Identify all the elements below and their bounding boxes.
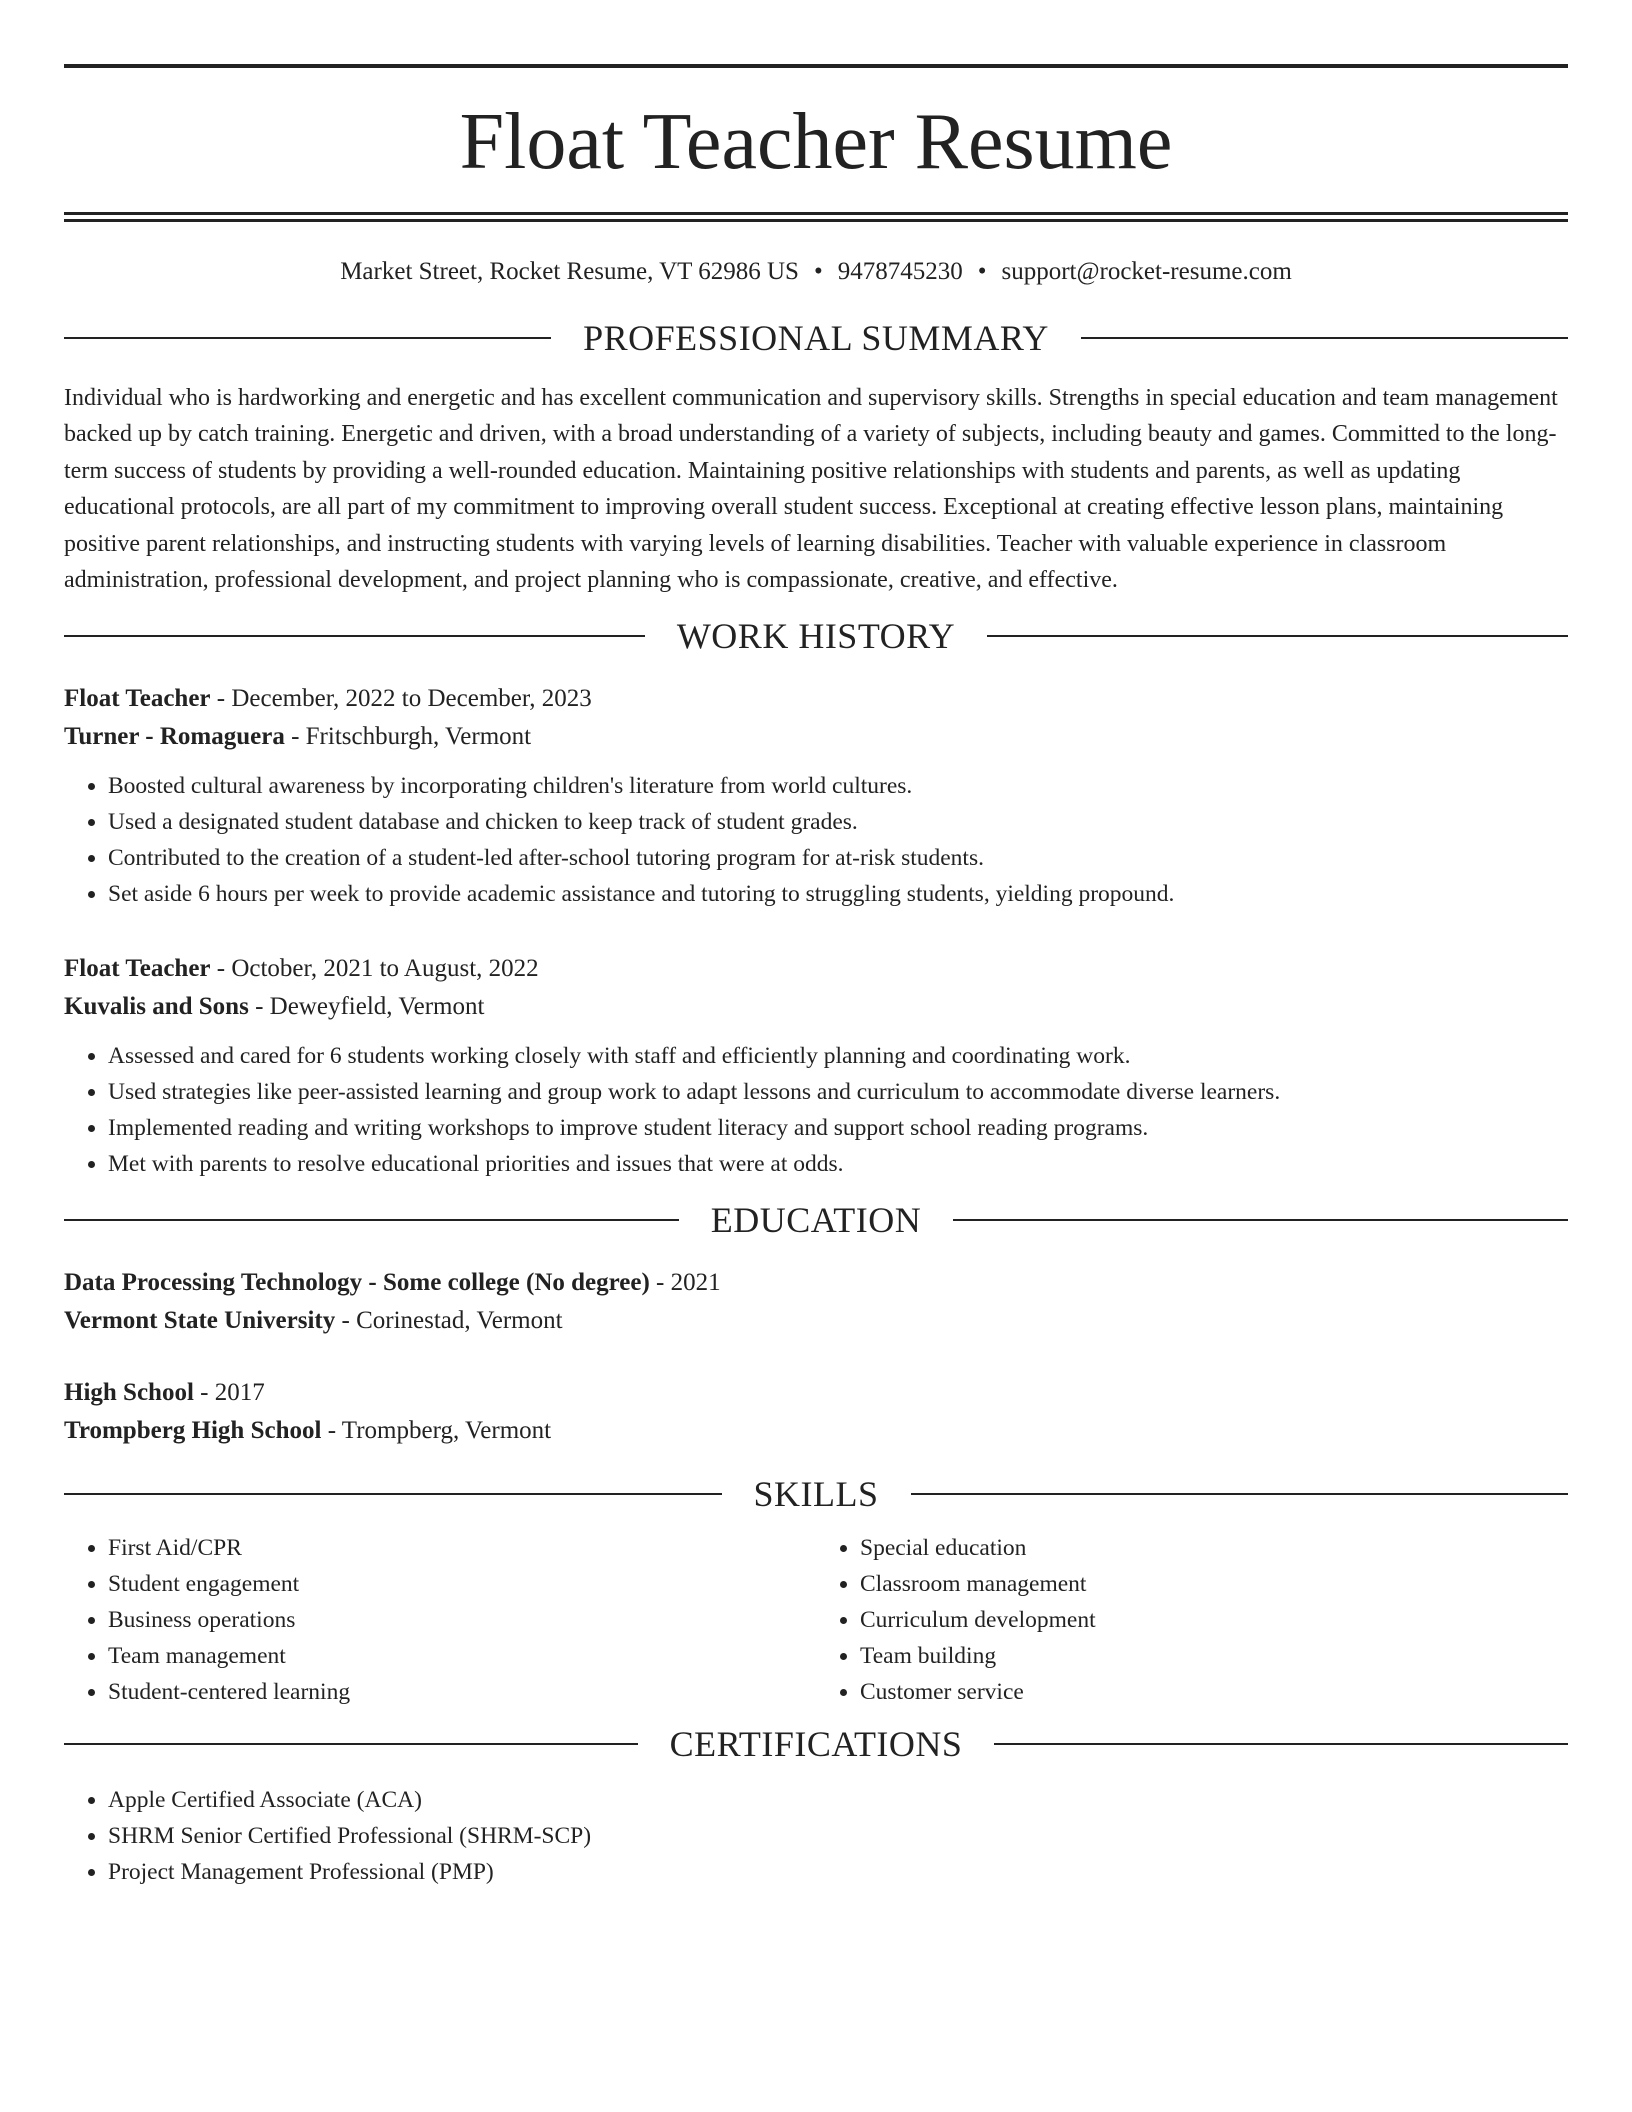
section-rule-left xyxy=(64,1743,638,1745)
skill-item: • Classroom management xyxy=(860,1566,1568,1602)
skill-item: • Team management xyxy=(108,1638,816,1674)
section-title: EDUCATION xyxy=(710,1200,922,1241)
work-history xyxy=(64,680,1568,1182)
job-entry xyxy=(64,950,1568,1182)
education-school-line xyxy=(64,1302,1568,1340)
contact-address: Market Street, Rocket Resume, VT 62986 US xyxy=(340,258,799,285)
skill-item: • Student-centered learning xyxy=(108,1674,816,1710)
job-bullet: • Set aside 6 hours per week to provide academic assistance and tutoring to struggling students, yielding propound. xyxy=(108,876,1568,912)
skill-item: • Business operations xyxy=(108,1602,816,1638)
education-entry xyxy=(64,1374,1568,1450)
job-title: Float Teacher xyxy=(64,955,211,983)
certifications-bullets xyxy=(64,1782,1568,1890)
section-heading-skills xyxy=(64,1474,1568,1515)
education-location: - Corinestad, Vermont xyxy=(335,1307,563,1335)
job-dates: - October, 2021 to August, 2022 xyxy=(210,955,539,983)
education-degree: Data Processing Technology - Some college (No degree) xyxy=(64,1269,650,1297)
education-school: Trompberg High School xyxy=(64,1417,322,1445)
skill-item: • Customer service xyxy=(860,1674,1568,1710)
job-bullet: • Boosted cultural awareness by incorporating children's literature from world cultures. xyxy=(108,768,1568,804)
job-bullet: • Implemented reading and writing workshops to improve student literacy and support school reading programs. xyxy=(108,1110,1568,1146)
education-entry xyxy=(64,1264,1568,1340)
section-rule-right xyxy=(1081,337,1568,339)
skill-item: • Curriculum development xyxy=(860,1602,1568,1638)
job-entry xyxy=(64,680,1568,912)
section-rule-left xyxy=(64,1219,679,1221)
resume-title: Float Teacher Resume xyxy=(459,98,1173,186)
skill-item: • Special education xyxy=(860,1530,1568,1566)
education-degree-line xyxy=(64,1264,1568,1302)
section-rule-right xyxy=(953,1219,1568,1221)
skills-column-right xyxy=(816,1530,1568,1710)
skill-item: • First Aid/CPR xyxy=(108,1530,816,1566)
job-bullet: • Met with parents to resolve educational priorities and issues that were at odds. xyxy=(108,1146,1568,1182)
job-bullet: • Used strategies like peer-assisted learning and group work to adapt lessons and curriculum to accommodate diverse learners. xyxy=(108,1074,1568,1110)
section-title: CERTIFICATIONS xyxy=(669,1724,963,1765)
job-bullets xyxy=(64,768,1568,912)
section-rule-left xyxy=(64,1493,722,1495)
section-heading-education xyxy=(64,1200,1568,1241)
contact-email[interactable]: support@rocket-resume.com xyxy=(1001,258,1292,285)
section-title: WORK HISTORY xyxy=(676,616,956,657)
section-heading-work xyxy=(64,616,1568,657)
section-rule-right xyxy=(987,635,1568,637)
job-bullet: • Used a designated student database and chicken to keep track of student grades. xyxy=(108,804,1568,840)
education-school: Vermont State University xyxy=(64,1307,336,1335)
certification-item: • Project Management Professional (PMP) xyxy=(108,1854,1568,1890)
header-double-rule xyxy=(64,212,1568,222)
header-top-rule xyxy=(64,64,1568,68)
job-employer: Kuvalis and Sons xyxy=(64,993,249,1021)
certification-item: • Apple Certified Associate (ACA) xyxy=(108,1782,1568,1818)
skills-column-left xyxy=(64,1530,816,1710)
education-degree: High School xyxy=(64,1379,194,1407)
job-employer-line xyxy=(64,988,1568,1026)
skill-item: • Student engagement xyxy=(108,1566,816,1602)
contact-phone: 9478745230 xyxy=(837,258,963,285)
job-bullet: • Assessed and cared for 6 students working closely with staff and efficiently planning and coordinating work. xyxy=(108,1038,1568,1074)
contact-separator: • xyxy=(813,258,823,285)
skill-item: • Team building xyxy=(860,1638,1568,1674)
job-bullet: • Contributed to the creation of a student-led after-school tutoring program for at-risk students. xyxy=(108,840,1568,876)
job-location: - Fritschburgh, Vermont xyxy=(284,723,532,751)
certifications-list xyxy=(64,1782,1568,1890)
section-rule-left xyxy=(64,635,645,637)
job-location: - Deweyfield, Vermont xyxy=(248,993,485,1021)
section-rule-left xyxy=(64,337,551,339)
job-title: Float Teacher xyxy=(64,685,211,713)
job-title-line xyxy=(64,680,1568,718)
education-list xyxy=(64,1264,1568,1450)
job-dates: - December, 2022 to December, 2023 xyxy=(210,685,592,713)
education-year: - 2017 xyxy=(193,1379,265,1407)
certification-item: • SHRM Senior Certified Professional (SHRM-SCP) xyxy=(108,1818,1568,1854)
contact-separator: • xyxy=(977,258,987,285)
summary-paragraph: Individual who is hardworking and energetic and has excellent communication and supervisory skills. Strengths in special education and team management backed up by catch training. Energetic and driven, with a broad understanding of a variety of subjects, including beauty and games. Committed to the long-term success of students by providing a well-rounded education. Maintaining positive relationships with students and parents, as well as updating educational protocols, are all part of my commitment to improving overall student success. Exceptional at creating effective lesson plans, maintaining positive parent relationships, and instructing students with varying levels of learning disabilities. Teacher with valuable experience in classroom administration, professional development, and project planning who is compassionate, creative, and effective. xyxy=(64,385,1558,594)
education-degree-line xyxy=(64,1374,1568,1412)
job-title-line xyxy=(64,950,1568,988)
job-employer: Turner - Romaguera xyxy=(64,723,285,751)
education-school-line xyxy=(64,1412,1568,1450)
section-rule-right xyxy=(911,1493,1569,1495)
section-heading-summary xyxy=(64,320,1568,356)
section-rule-right xyxy=(994,1743,1568,1745)
education-year: - 2021 xyxy=(649,1269,721,1297)
skills-grid xyxy=(64,1530,1568,1710)
job-employer-line xyxy=(64,718,1568,756)
contact-line xyxy=(64,258,1568,286)
job-bullets xyxy=(64,1038,1568,1182)
education-location: - Trompberg, Vermont xyxy=(321,1417,552,1445)
section-title: PROFESSIONAL SUMMARY xyxy=(583,318,1049,358)
section-title: SKILLS xyxy=(753,1474,879,1515)
section-heading-certifications xyxy=(64,1724,1568,1765)
